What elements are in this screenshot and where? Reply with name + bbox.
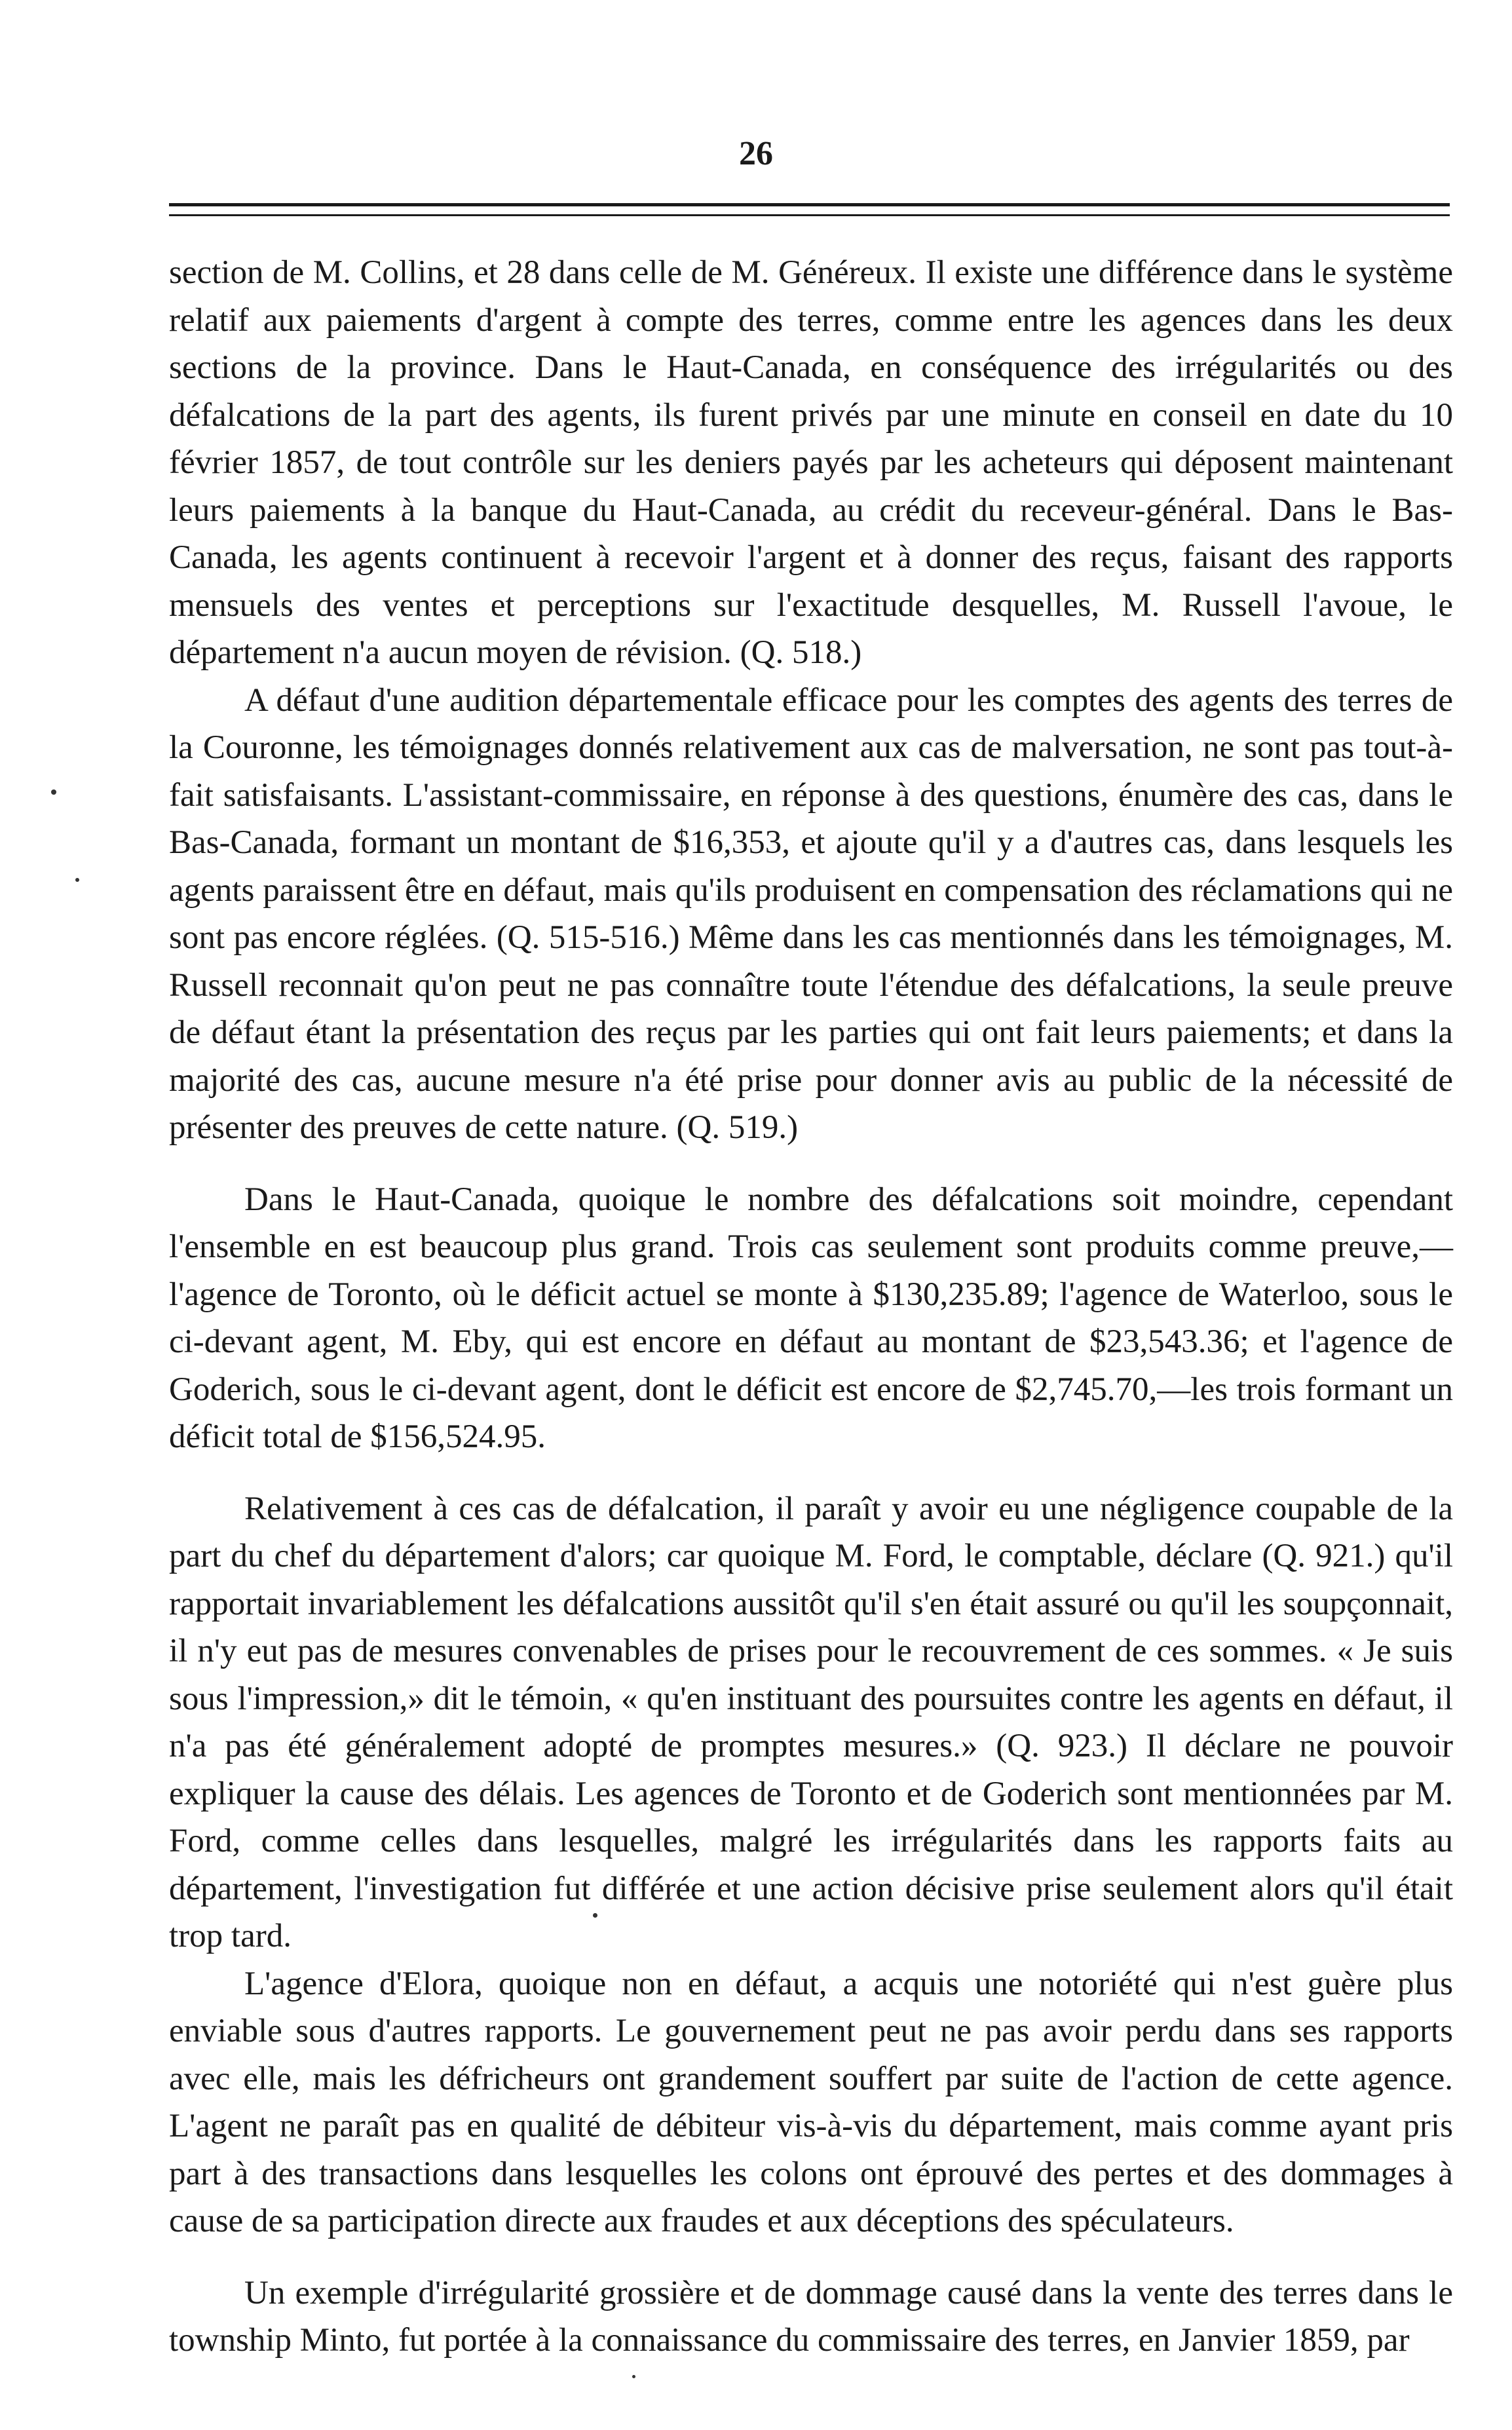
body-text <box>169 249 1453 2364</box>
scan-speck <box>51 789 56 795</box>
paragraph-5: L'agence d'Elora, quoique non en défaut, a acquis une notoriété qui n'est guère plus enviable sous d'autres rapports. Le gouvernement peut ne pas avoir perdu dans ses rapports avec elle, mais les défricheurs ont grandement souffert par suite de l'action de cette agence. L'agent ne paraît pas en qualité de débiteur vis-à-vis du département, mais comme ayant pris part à des transactions dans lesquelles les colons ont éprouvé des pertes et des dommages à cause de sa participation directe aux fraudes et aux déceptions des spéculateurs. <box>169 1965 1453 2239</box>
scan-speck <box>632 2375 635 2378</box>
scan-speck <box>593 1913 597 1918</box>
paragraph-6: Un exemple d'irrégularité grossière et de dommage causé dans la vente des terres dans le township Minto, fut portée à la connaissance du commissaire des terres, en Janvier 1859, par <box>169 2274 1453 2359</box>
paragraph-4: Relativement à ces cas de défalcation, il paraît y avoir eu une négligence coupable de la part du chef du département d'alors; car quoique M. Ford, le comptable, déclare (Q. 921.) qu'il rapportait invariablement les défalcations aussitôt qu'il s'en était assuré ou qu'il les soupçonnait, il n'y eut pas de mesures convenables de prises pour le recouvrement de ces sommes. « Je suis sous l'impression,» dit le témoin, « qu'en instituant des poursuites contre les agents en défaut, il n'a pas été généralement adopté de promptes mesures.» (Q. 923.) Il déclare ne pouvoir expliquer la cause des délais. Les agences de Toronto et de Goderich sont mentionnées par M. Ford, comme celles dans lesquelles, malgré les irrégularités dans les rapports faits au département, l'investigation fut différée et une action décisive prise seulement alors qu'il était trop tard. <box>169 1490 1453 1954</box>
paragraph-3: Dans le Haut-Canada, quoique le nombre des défalcations soit moindre, cependant l'ensemble en est beaucoup plus grand. Trois cas seulement sont produits comme preuve,—l'agence de Toronto, où le déficit actuel se monte à $130,235.89; l'agence de Waterloo, sous le ci-devant agent, M. Eby, qui est encore en défaut au montant de $23,543.36; et l'agence de Goderich, sous le ci-devant agent, dont le déficit est encore de $2,745.70,—les trois formant un déficit total de $156,524.95. <box>169 1181 1453 1455</box>
page-number: 26 <box>739 135 773 172</box>
paragraph-2: A défaut d'une audition départementale efficace pour les comptes des agents des terres de la Couronne, les témoignages donnés relativement aux cas de malversation, ne sont pas tout-à-fait satisfaisants. L'assistant-commissaire, en réponse à des questions, énumère des cas, dans le Bas-Canada, formant un montant de $16,353, et ajoute qu'il y a d'autres cas, dans lesquels les agents paraissent être en défaut, mais qu'ils produisent en compensation des réclamations qui ne sont pas encore réglées. (Q. 515-516.) Même dans les cas mentionnés dans les témoignages, M. Russell reconnait qu'on peut ne pas connaître toute l'étendue des défalcations, la seule preuve de défaut étant la présentation des reçus par les parties qui ont fait leurs paiements; et dans la majorité des cas, aucune mesure n'a été prise pour donner avis au public de la nécessité de présenter des preuves de cette nature. (Q. 519.) <box>169 681 1453 1146</box>
paragraph-1: section de M. Collins, et 28 dans celle de M. Généreux. Il existe une différence dans le système relatif aux paiements d'argent à compte des terres, comme entre les agences dans les deux sections de la province. Dans le Haut-Canada, en conséquence des irrégularités ou des défalcations de la part des agents, ils furent privés par une minute en conseil en date du 10 février 1857, de tout contrôle sur les deniers payés par les acheteurs qui déposent maintenant leurs paiements à la banque du Haut-Canada, au crédit du receveur-général. Dans le Bas-Canada, les agents continuent à recevoir l'argent et à donner des reçus, faisant des rapports mensuels des ventes et perceptions sur l'exactitude desquelles, M. Russell l'avoue, le département n'a aucun moyen de révision. (Q. 518.) <box>169 254 1453 671</box>
header-rule-thin <box>169 214 1450 216</box>
header-rule-thick <box>169 203 1450 206</box>
scan-speck <box>75 878 79 882</box>
